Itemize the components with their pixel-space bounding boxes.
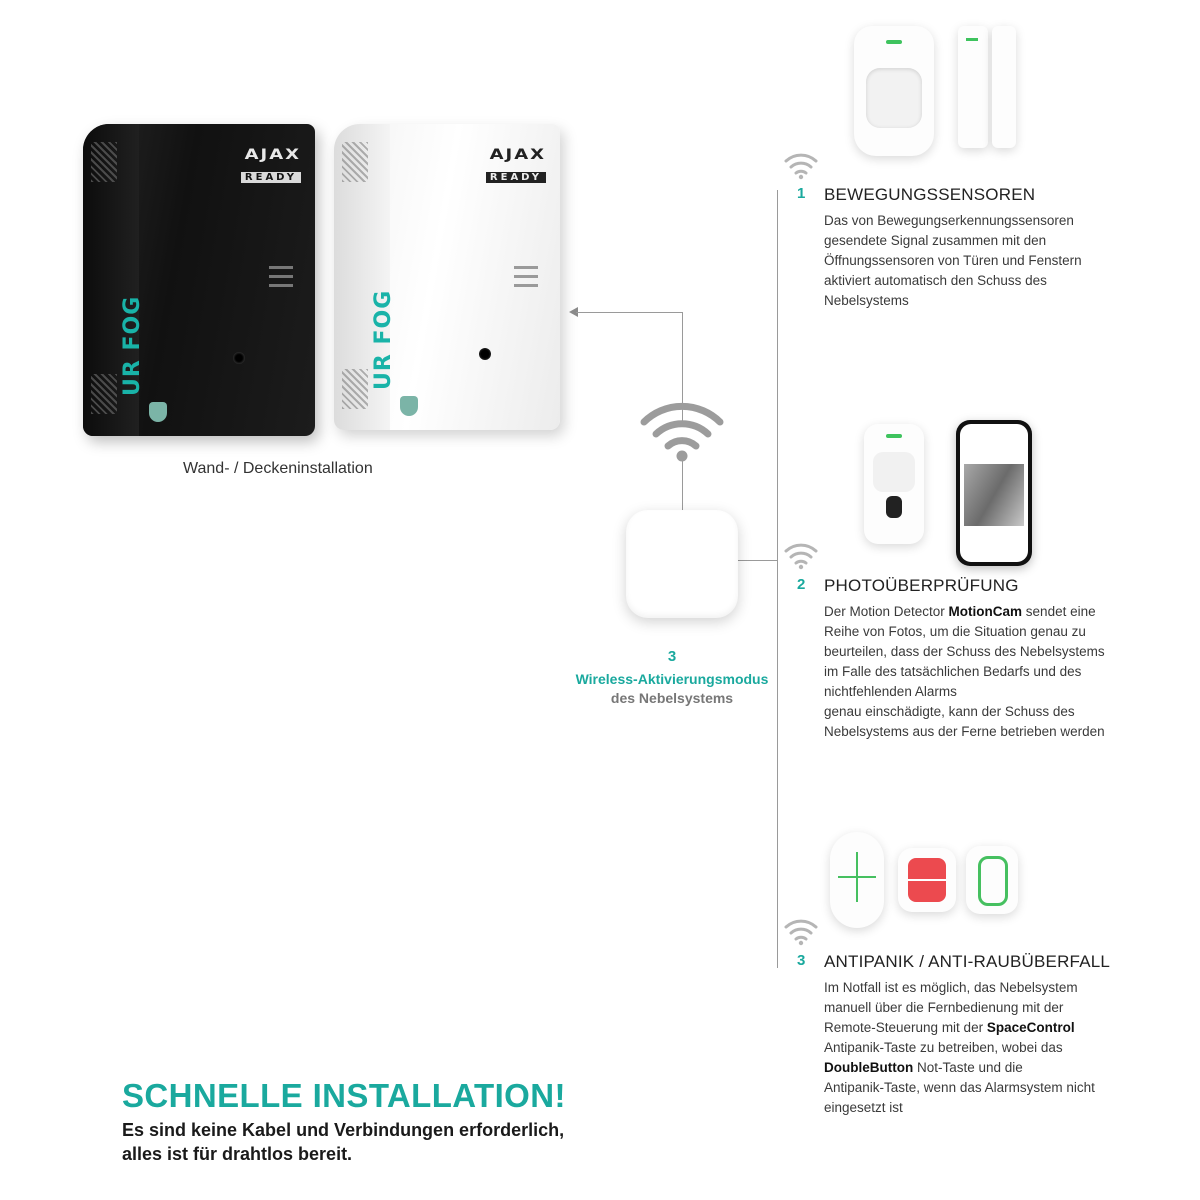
spacecontrol-remote-image: [830, 832, 884, 928]
hub-caption: [540, 648, 804, 706]
wifi-icon: [784, 916, 818, 946]
section-3-title: ANTIPANIK / ANTI-RAUBÜBERFALL: [824, 952, 1111, 971]
fog-generator-black: [83, 124, 315, 436]
hub-subtitle: des Nebelsystems: [610, 690, 734, 706]
installation-caption: Wand- / Deckeninstallation: [183, 460, 373, 477]
section-2-header: [797, 576, 805, 594]
headline: SCHNELLE INSTALLATION!: [122, 1077, 566, 1114]
doublebutton-image: [898, 848, 956, 912]
connector-line: [576, 312, 682, 313]
panic-button-image: [966, 846, 1018, 914]
section-2-title: PHOTOÜBERPRÜFUNG: [824, 576, 1019, 595]
motioncam-image: [864, 424, 924, 544]
wifi-icon: [640, 396, 724, 462]
vent-grille: [91, 374, 117, 414]
vent-grille: [91, 142, 117, 182]
section-number: 1: [797, 185, 806, 202]
connector-line: [682, 458, 683, 512]
door-sensor-image: [958, 26, 988, 148]
wifi-icon: [784, 540, 818, 570]
section-number: 2: [797, 576, 806, 593]
vent-grille: [342, 369, 368, 409]
section-1-title: BEWEGUNGSSENSOREN: [824, 185, 1036, 204]
section-number: 3: [797, 952, 806, 969]
timeline-line: [777, 190, 778, 968]
wifi-icon: [784, 150, 818, 180]
brand-badge-icon: [149, 402, 167, 422]
section-2-text: Der Motion Detector MotionCam sendet eine Reihe von Fotos, um die Situation genau zu beurteilen, dass der Schuss des Nebelsystems im Falle des tatsächlichen Bedarfs und des nichtfehlenden Alarms genau einschädigte, kann der Schuss des Nebelsystems aus der Ferne betrieben werden: [824, 604, 1105, 739]
subheadline: Es sind keine Kabel und Verbindungen erforderlich, alles ist für drahtlos bereit.: [122, 1120, 565, 1164]
brand-logo: UR FOG: [120, 295, 145, 396]
section-3-text: Im Notfall ist es möglich, das Nebelsystem manuell über die Fernbedienung mit der Remote-Steuerung mit der SpaceControl Antipanik-Taste zu betreiben, wobei das DoubleButton Not-Taste und die Antipanik-Taste, wenn das Alarmsystem nicht eingesetzt ist: [824, 980, 1095, 1115]
fog-nozzle: [479, 348, 491, 360]
connector-line: [738, 560, 778, 561]
ajax-ready-logo: AJAX READY: [486, 144, 546, 184]
section-3-header: [797, 952, 805, 970]
fog-generator-white: [334, 124, 560, 430]
brand-badge-icon: [400, 396, 418, 416]
section-1-header: [797, 185, 805, 203]
fog-nozzle: [233, 352, 245, 364]
alarm-photo: [964, 464, 1024, 526]
ajax-ready-logo: AJAX READY: [241, 144, 301, 184]
hub-title: Wireless-Aktivierungsmodus: [575, 671, 769, 687]
smartphone-image: [956, 420, 1032, 566]
door-magnet-image: [992, 26, 1016, 148]
hub-step-number: 3: [667, 648, 677, 665]
section-1-text: Das von Bewegungserkennungssensoren gesendete Signal zusammen mit den Öffnungssensoren von Türen und Fenstern aktiviert automatisch den Schuss des Nebelsystems: [824, 213, 1082, 308]
vent-grille: [342, 142, 368, 182]
status-indicators: [269, 266, 293, 293]
brand-logo: UR FOG: [371, 289, 396, 390]
status-indicators: [514, 266, 538, 293]
motion-sensor-image: [854, 26, 934, 156]
ajax-hub: [626, 510, 738, 618]
